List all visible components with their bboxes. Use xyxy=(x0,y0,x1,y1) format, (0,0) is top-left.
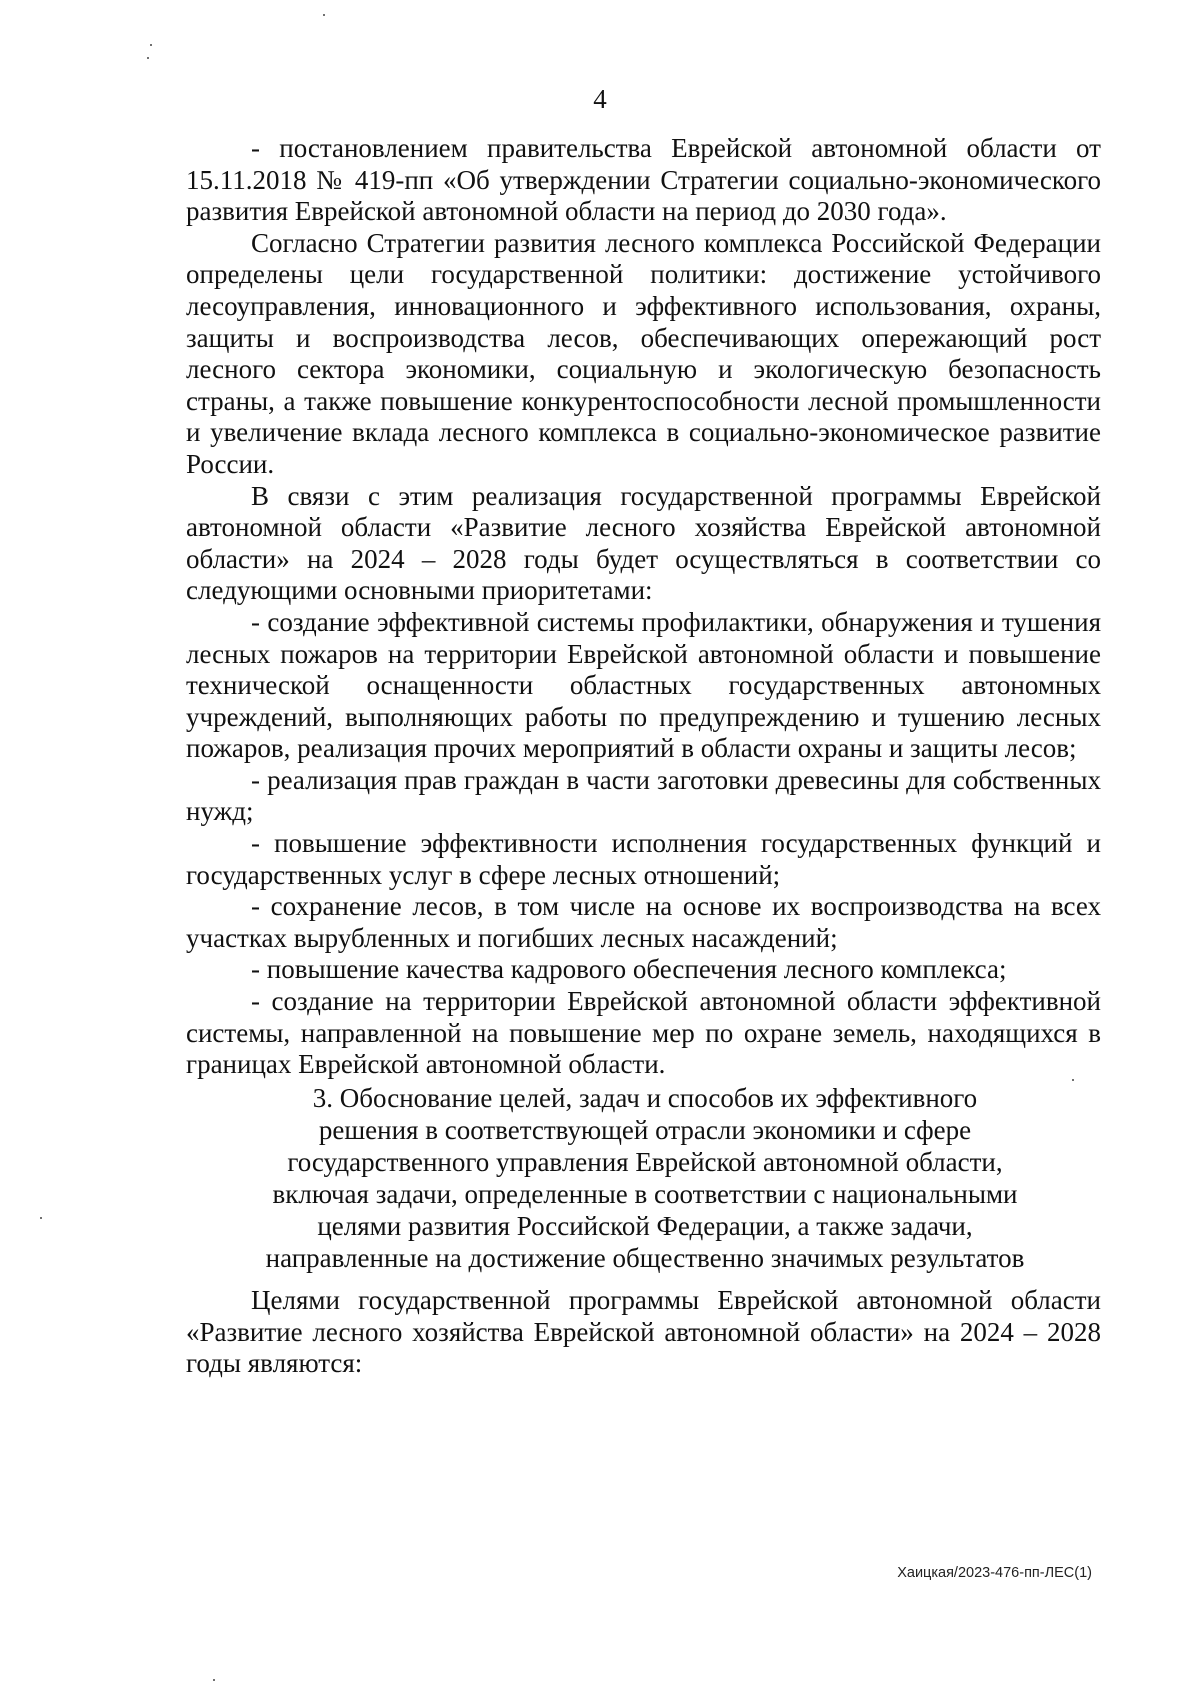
heading-line: 3. Обоснование целей, задач и способов их эффективного xyxy=(312,1083,978,1113)
paragraph-strategy-decree: - постановлением правительства Еврейской автономной области от 15.11.2018 № 419-пп «Об утверждении Стратегии социально-экономического развития Еврейской автономной области на период до 2030 года». xyxy=(186,133,1101,227)
document-code: Хаицкая/2023-476-пп-ЛЕС(1) xyxy=(897,1565,1092,1581)
scan-speck xyxy=(40,1217,42,1219)
heading-line: включая задачи, определенные в соответствии с национальными xyxy=(272,1179,1018,1209)
list-item-forest-preservation: - сохранение лесов, в том числе на основе их воспроизводства на всех участках вырубленных и погибших лесных насаждений; xyxy=(186,891,1101,953)
heading-line: решения в соответствующей отрасли экономики и сфере xyxy=(318,1115,972,1145)
scan-speck xyxy=(150,44,152,46)
scan-speck xyxy=(323,14,325,16)
body-text-top xyxy=(186,133,1101,1081)
list-item-state-functions: - повышение эффективности исполнения государственных функций и государственных услуг в сфере лесных отношений; xyxy=(186,828,1101,890)
list-item-land-protection: - создание на территории Еврейской автономной области эффективной системы, направленной на повышение мер по охране земель, находящихся в границах Еврейской автономной области. xyxy=(186,986,1101,1080)
scan-speck xyxy=(147,57,149,59)
paragraph-program-goals: Целями государственной программы Еврейской автономной области «Развитие лесного хозяйства Еврейской автономной области» на 2024 – 2028 годы являются: xyxy=(186,1285,1101,1379)
page-number: 4 xyxy=(593,84,607,114)
list-item-personnel: - повышение качества кадрового обеспечения лесного комплекса; xyxy=(251,954,1007,985)
paragraph-forest-strategy: Согласно Стратегии развития лесного комплекса Российской Федерации определены цели государственной политики: достижение устойчивого лесоуправления, инновационного и эффективного использования, охраны, защиты и воспроизводства лесов, обеспечивающих опережающий рост лесного сектора экономики, социальную и экологическую безопасность страны, а также повышение конкурентоспособности лесной промышленности и увеличение вклада лесного комплекса в социально-экономическое развитие России. xyxy=(186,227,1101,479)
list-item-citizens-rights: - реализация прав граждан в части заготовки древесины для собственных нужд; xyxy=(186,764,1101,827)
heading-line: целями развития Российской Федерации, а также задачи, xyxy=(317,1211,973,1241)
list-item-fire-prevention: - создание эффективной системы профилактики, обнаружения и тушения лесных пожаров на территории Еврейской автономной области и повышение технической оснащенности областных государственных автономных учреждений, выполняющих работы по предупреждению и тушению лесных пожаров, реализация прочих мероприятий в области охраны и защиты лесов; xyxy=(186,606,1101,764)
section-heading xyxy=(230,1082,1060,1274)
paragraph-program-priorities: В связи с этим реализация государственной программы Еврейской автономной области «Развитие лесного хозяйства Еврейской автономной области» на 2024 – 2028 годы будет осуществляться в соответствии со следующими основными приоритетами: xyxy=(186,480,1101,606)
body-text-bottom xyxy=(186,1285,1101,1380)
heading-line: государственного управления Еврейской автономной области, xyxy=(287,1147,1003,1177)
heading-line: направленные на достижение общественно значимых результатов xyxy=(265,1243,1025,1273)
scan-speck xyxy=(1072,1079,1074,1081)
scan-speck xyxy=(213,1679,215,1681)
